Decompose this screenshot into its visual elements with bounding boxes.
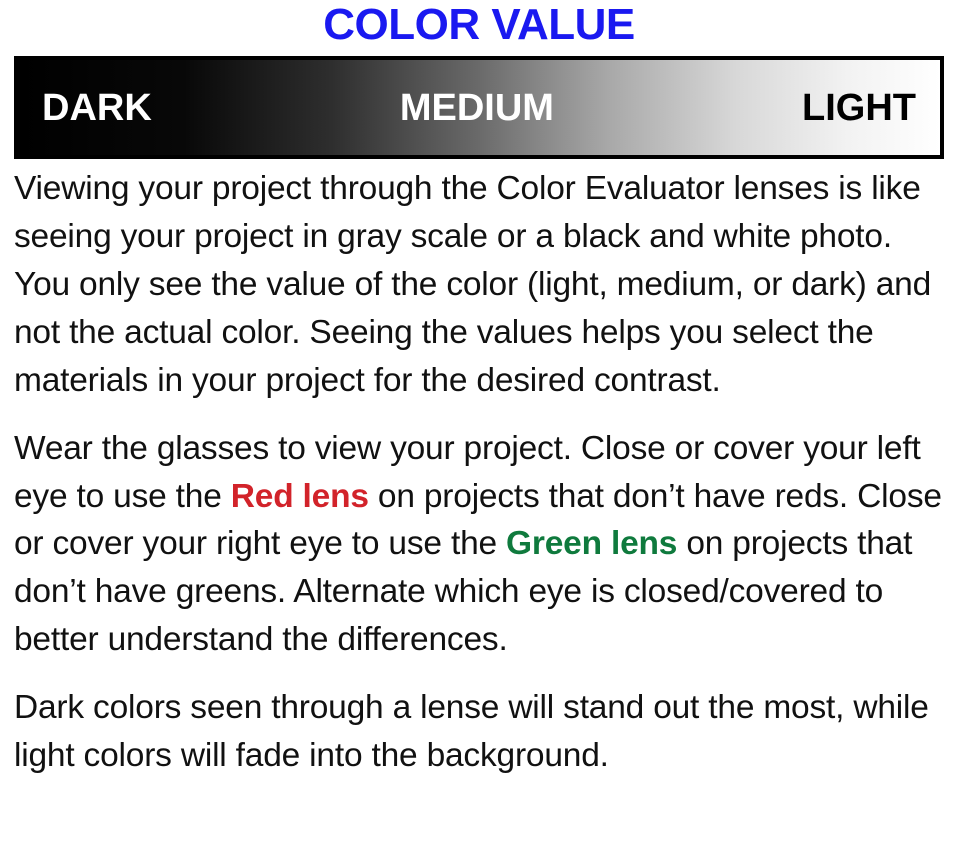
body-text [14,165,944,780]
paragraph-lenses-part3: on projects that don’t have greens. Alternate which eye is closed/covered to better understand the differences. [14,525,913,659]
gradient-label-dark: DARK [42,86,152,129]
paragraph-dark-colors: Dark colors seen through a lense will stand out the most, while light colors will fade into the background. [14,689,929,774]
paragraph-lenses-part1: Wear the glasses to view your project. Close or cover your left eye to use the [14,429,921,515]
paragraph-lenses-part2: on projects that don’t have reds. Close or cover your right eye to use the [14,477,942,563]
page-title: COLOR VALUE [323,0,635,49]
value-gradient-bar [14,56,944,159]
color-value-infographic [0,2,958,859]
green-lens-term: Green lens [506,525,678,563]
red-lens-term: Red lens [230,477,369,515]
gradient-label-medium: MEDIUM [399,86,554,129]
gradient-label-light: LIGHT [802,86,916,129]
paragraph-lenses [14,425,944,664]
paragraph-intro: Viewing your project through the Color Evaluator lenses is like seeing your project in gray scale or a black and white photo. You only see the value of the color (light, medium, or dark) and not the actual color. Seeing the values helps you select the materials in your project for the desired contrast. [14,170,932,399]
